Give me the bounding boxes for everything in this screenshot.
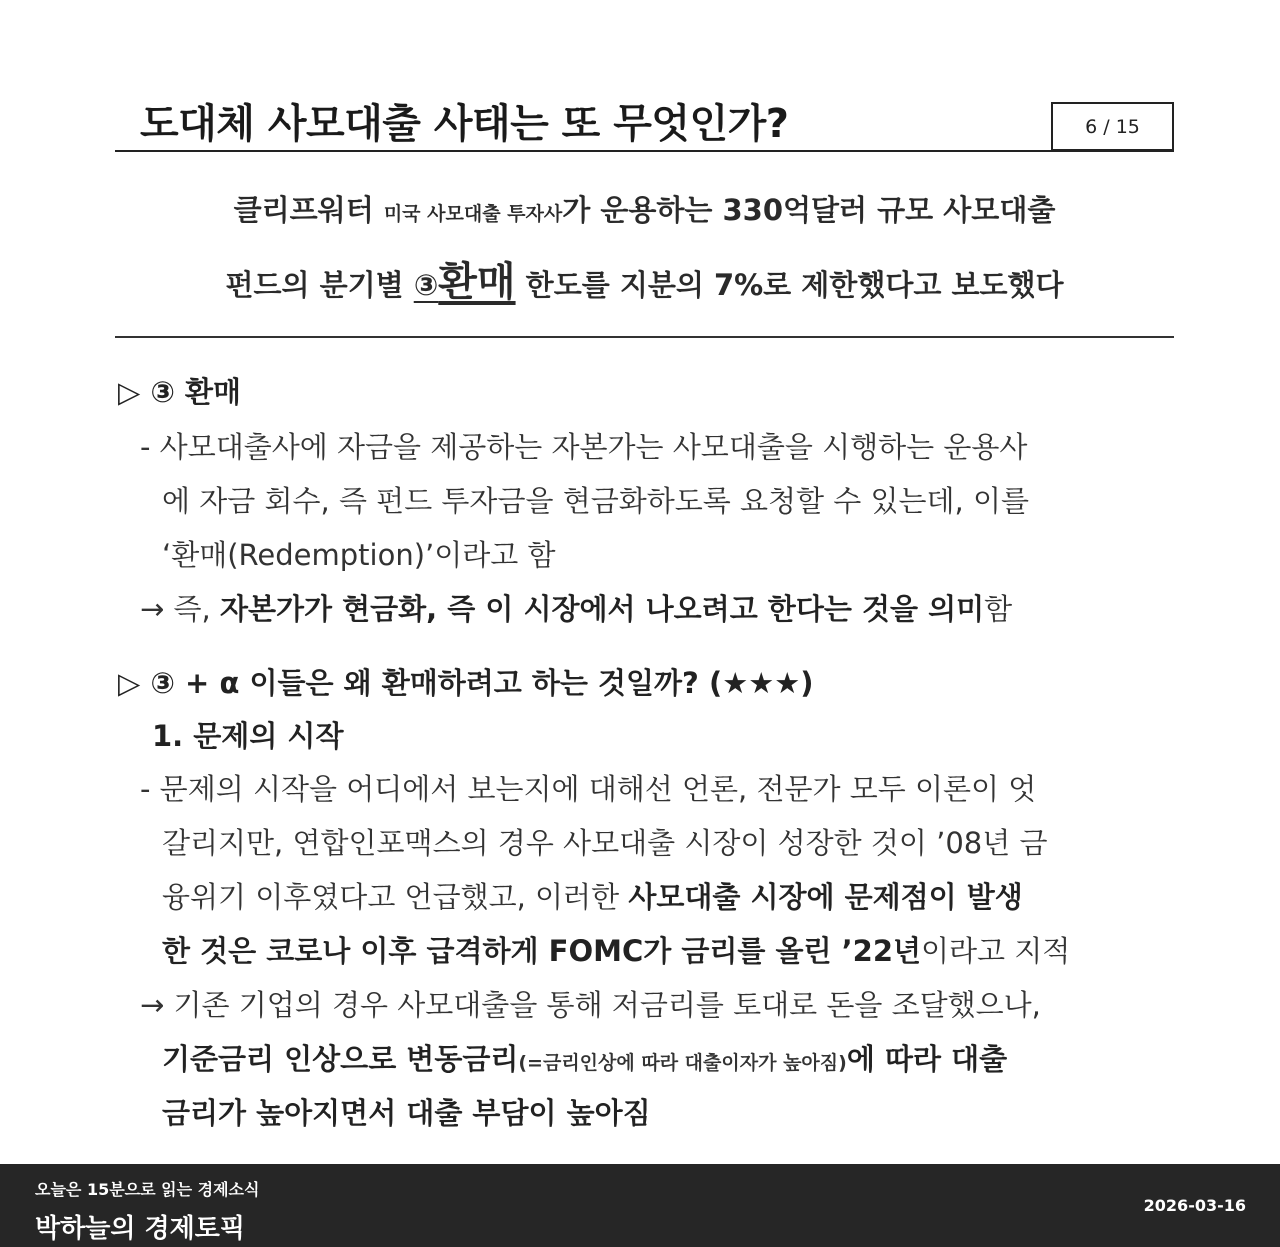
summary-note: 미국 사모대출 투자사 [383, 203, 563, 225]
summary-text: 클리프워터 [233, 193, 384, 227]
footer-bar [0, 1164, 1280, 1247]
footer-subtitle: 오늘은 15분으로 읽는 경제소식 [35, 1180, 260, 1199]
summary-text: 한도를 지분의 7%로 제한했다고 보도했다 [515, 268, 1064, 302]
section-divider [115, 336, 1174, 338]
body-text: → 즉, [140, 592, 220, 626]
section-heading-redemption: ▷ ③ 환매 [118, 375, 242, 409]
body-line: 금리가 높아지면서 대출 부담이 높아짐 [162, 1096, 651, 1130]
footer-date: 2026-03-16 [1143, 1196, 1246, 1215]
page-indicator: 6 / 15 [1051, 102, 1174, 151]
body-emphasis: 사모대출 시장에 문제점이 발생 [628, 880, 1023, 914]
body-line: 갈리지만, 연합인포맥스의 경우 사모대출 시장이 성장한 것이 ’08년 금 [162, 826, 1048, 860]
summary-text: 가 운용하는 330억달러 규모 사모대출 [562, 193, 1056, 227]
body-line: - 문제의 시작을 어디에서 보는지에 대해선 언론, 전문가 모두 이론이 엇 [140, 772, 1037, 806]
summary-highlight: 환매 [438, 259, 516, 305]
body-line: ‘환매(Redemption)’이라고 함 [162, 538, 556, 572]
body-emphasis: 기준금리 인상으로 변동금리 [162, 1042, 519, 1076]
body-text: 융위기 이후였다고 언급했고, 이러한 [162, 880, 629, 914]
summary-circle-number: ③ [413, 268, 439, 302]
footer-brand: 박하늘의 경제토픽 [35, 1214, 245, 1244]
body-emphasis: 에 따라 대출 [846, 1042, 1008, 1076]
body-text: 이라고 지적 [921, 934, 1071, 968]
body-line [162, 875, 1023, 916]
section-heading-why: ▷ ③ + α 이들은 왜 환매하려고 하는 것일까? (★★★) [118, 666, 814, 700]
body-note: (=금리인상에 따라 대출이자가 높아짐) [518, 1052, 847, 1074]
summary-line-1 [115, 188, 1174, 229]
page-title: 도대체 사모대출 사태는 또 무엇인가? [140, 101, 789, 147]
body-text: 함 [984, 592, 1013, 626]
summary-text: 펀드의 분기별 [225, 268, 414, 302]
body-line [162, 929, 1070, 970]
title-divider [115, 150, 1174, 152]
body-line: 에 자금 회수, 즉 펀드 투자금을 현금화하도록 요청할 수 있는데, 이를 [162, 484, 1029, 518]
body-line: → 기존 기업의 경우 사모대출을 통해 저금리를 토대로 돈을 조달했으나, [140, 988, 1041, 1022]
body-line [162, 1037, 1007, 1078]
body-emphasis: 한 것은 코로나 이후 급격하게 FOMC가 금리를 올린 ’22년 [162, 934, 922, 968]
body-line-conclusion [140, 587, 1012, 628]
summary-line-2 [115, 250, 1174, 307]
body-line: - 사모대출사에 자금을 제공하는 자본가는 사모대출을 시행하는 운용사 [140, 430, 1028, 464]
subheading: 1. 문제의 시작 [152, 719, 344, 753]
body-emphasis: 자본가가 현금화, 즉 이 시장에서 나오려고 한다는 것을 의미 [219, 592, 985, 626]
